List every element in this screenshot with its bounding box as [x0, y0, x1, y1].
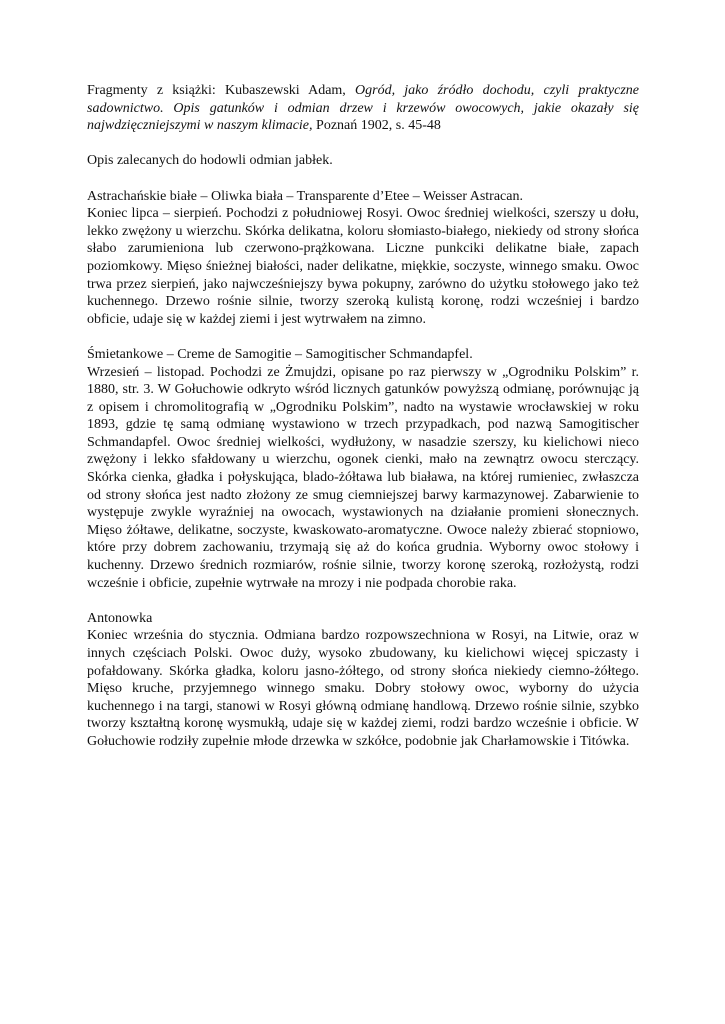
citation-title: Ogród, jako źródło dochodu, czyli praktyczne sadownictwo. Opis gatunków i odmian drzew i krzewów owocowych, jakie okazały się najwdzięczniejszymi w naszym klimacie, — [87, 83, 639, 134]
spacer — [87, 328, 639, 346]
source-citation — [87, 82, 639, 135]
citation-prefix: Fragmenty z książki: Kubaszewski Adam, — [87, 83, 356, 98]
section-heading-smietankowe: Śmietankowe – Creme de Samogitie – Samogitischer Schmandapfel. — [87, 346, 473, 362]
spacer — [87, 170, 639, 188]
intro-line: Opis zalecanych do hodowli odmian jabłek. — [87, 153, 333, 169]
section-body-smietankowe: Wrzesień – listopad. Pochodzi ze Żmujdzi, opisane po raz pierwszy w „Ogrodniku Polskim” r. 1880, str. 3. W Gołuchowie odkryto wśród licznych gatunków powyższą odmianę, porównując ją z opisem i chromolitografią w „Ogrodniku Polskim”, nadto na wystawie wrocławskiej w roku 1893, gdzie tę samą odmianę wystawiono w trzech przypadkach, pod nazwą Samogitischer Schmandapfel. Owoc średniej wielkości, wydłużony, w nasadzie szerszy, ku kielichowi nieco zwężony i lekko sfałdowany u wierzchu, ogonek cienki, mało na zewnątrz owocu sterczący. Skórka cienka, gładka i połyskująca, blado-żółtawa lub biaława, na której rumieniec, zwłaszcza od strony słońca jest nadto złożony ze smug ciemniejszej barwy karmazynowej. Zabarwienie to występuje zwykle wyraźniej na owocach, wystawionych na działanie promieni słonecznych. Mięso żółtawe, delikatne, soczyste, kwaskowato-aromatyczne. Owoce należy zbierać stopniowo, które przy dobrem zachowaniu, trzymają się aż do końca grudnia. Wyborny owoc stołowy i kuchenny. Drzewo średnich rozmiarów, rośnie silnie, tworzy koronę szeroką, rozłożystą, rodzi wcześnie i obficie, zupełnie wytrwałe na mrozy i nie podpada chorobie raka. — [87, 364, 639, 591]
spacer — [87, 135, 639, 153]
document-page — [87, 82, 639, 751]
spacer — [87, 592, 639, 610]
section-heading-astrachanskie: Astrachańskie białe – Oliwka biała – Transparente d’Etee – Weisser Astracan. — [87, 188, 523, 204]
section-body-astrachanskie: Koniec lipca – sierpień. Pochodzi z południowej Rosyi. Owoc średniej wielkości, szerszy u dołu, lekko zwężony u wierzchu. Skórka delikatna, koloru słomiasto-białego, niekiedy od strony słońca słabo zarumieniona lub czerwono-prążkowana. Liczne punkciki delikatne białe, zapach poziomkowy. Mięso śnieżnej białości, nader delikatne, miękkie, soczyste, winnego smaku. Owoc trwa przez sierpień, jako najwcześniejszy bywa pokupny, zarówno do użytku stołowego jako też kuchennego. Drzewo rośnie silnie, tworzy szeroką kulistą koronę, rodzi wcześniej i bardzo obficie, udaje się w każdej ziemi i jest wytrwałem na zimno. — [87, 206, 639, 327]
citation-suffix: Poznań 1902, s. 45-48 — [312, 118, 441, 134]
section-heading-antonowka: Antonowka — [87, 610, 153, 626]
section-body-antonowka: Koniec września do stycznia. Odmiana bardzo rozpowszechniona w Rosyi, na Litwie, oraz w innych częściach Polski. Owoc duży, wysoko zbudowany, ku kielichowi więcej spiczasty i pofałdowany. Skórka gładka, koloru jasno-żółtego, od strony słońca niekiedy ciemno-żółtego. Mięso kruche, przyjemnego winnego smaku. Dobry stołowy owoc, wyborny do użycia kuchennego i na targi, stanowi w Rosyi główną odmianę handlową. Drzewo rośnie silnie, szybko tworzy kształtną koronę wysmukłą, udaje się w każdej ziemi, rodzi bardzo wcześnie i obficie. W Gołuchowie rodziły zupełnie młode drzewka w szkółce, podobnie jak Charłamowskie i Titówka. — [87, 628, 639, 749]
